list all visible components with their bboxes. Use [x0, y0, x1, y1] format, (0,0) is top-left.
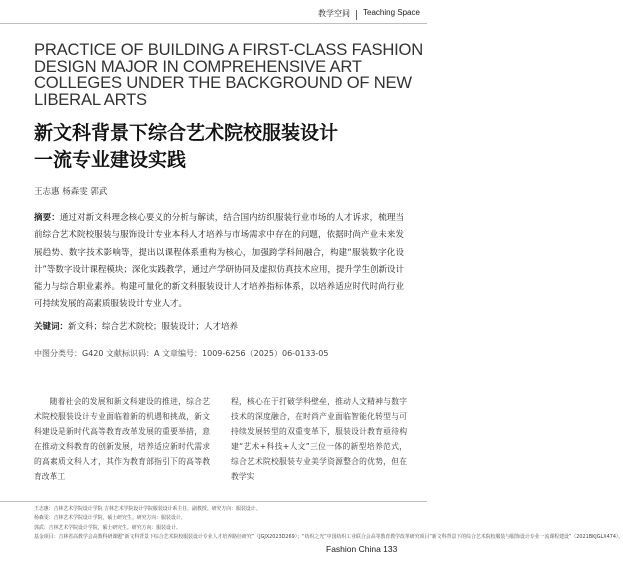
authors: 王志惠 杨森雯 郭武 [34, 187, 108, 197]
english-title-line: LIBERAL ARTS [34, 89, 147, 109]
footnote-item: 王志惠：吉林艺术学院设计学院 吉林艺术学院设计学院服装设计系主任，副教授。研究方向：服装设计。 [34, 506, 261, 512]
footnote-rule [0, 501, 427, 502]
footnote-item: 基金项目：吉林省高教学会高教科研课题“新文科背景下综合艺术院校服装设计专业人才培养路径研究”（JGJX2023D269）；“纺织之光”中国纺织工业联合会高等教育教学改革研究项目“新文科背景下的综合艺术院校服装与服饰设计专业一流课程建设”（2021BKJGLX474）。 [34, 534, 623, 541]
section-label-cn: 教学空间 [318, 9, 350, 18]
keywords-text: 新文科；综合艺术院校；服装设计；人才培养 [68, 322, 239, 332]
chinese-title-line: 新文科背景下综合艺术院校服装设计 [34, 122, 339, 144]
page-number: Fashion China 133 [326, 544, 398, 554]
footnote-item: 杨森雯：吉林艺术学院设计学院，硕士研究生。研究方向：服装设计。 [34, 515, 186, 522]
keywords-label: 关键词： [34, 322, 69, 332]
chinese-title [34, 120, 414, 174]
english-title-line: COLLEGES UNDER THE BACKGROUND OF NEW [34, 73, 412, 92]
footnotes [34, 505, 623, 543]
abstract-label: 摘要： [34, 213, 60, 223]
english-title [34, 40, 424, 109]
footnote-item: 郭武：吉林艺术学院设计学院，硕士研究生。研究方向：服装设计。 [34, 524, 181, 531]
section-label-en: Teaching Space [363, 8, 420, 17]
english-title-line: DESIGN MAJOR IN COMPREHENSIVE ART [34, 56, 362, 76]
chinese-title-line: 一流专业建设实践 [34, 149, 187, 171]
abstract-text: 通过对新文科理念核心要义的分析与解读，结合国内纺织服装行业市场的人才诉求，梳理当前综合艺术院校服装与服饰设计专业本科人才培养与市场需求中存在的问题，依据时尚产业未来发展趋势、数字技术影响等，提出以课程体系重构为核心，加强跨学科间融合，构建“服装数字化设计”等数字设计课程模块；深化实践教学，通过产学研协同及虚拟仿真技术应用，提升学生创新设计能力与综合职业素养。构建可量化的新文科服装设计人才培养指标体系，以培养适应时代时尚行业可持续发展的高素质服装设计专业人才。 [34, 213, 404, 310]
english-title-line: PRACTICE OF BUILDING A FIRST-CLASS FASHION [34, 40, 424, 59]
header-divider [356, 10, 357, 20]
body-text-left-column: 随着社会的发展和新文科建设的推进，综合艺术院校服装设计专业面临着新的机遇和挑战，新文科建设是新时代高等教育改革发展的重要举措，意在推动文科教育的创新发展，培养适应新时代需求的高素质文科人才，其作为教育部指引下的高等教育改革工 [34, 397, 210, 481]
classification-line: 中图分类号：G420 文献标识码：A 文章编号：1009-6256（2025）06-0133-05 [34, 349, 329, 358]
keywords [34, 320, 238, 332]
body-text-right-column: 程，核心在于打破学科壁垒，推动人文精神与数字技术的深度融合，在时尚产业面临智能化转型与可持续发展转型的双重变革下，服装设计教育亟待构建“艺术+科技+人文”三位一体的新型培养范式，综合艺术院校服装专业美学资源整合的优势，但在教学实 [231, 397, 407, 481]
header-rule [0, 23, 427, 24]
abstract [34, 210, 404, 314]
